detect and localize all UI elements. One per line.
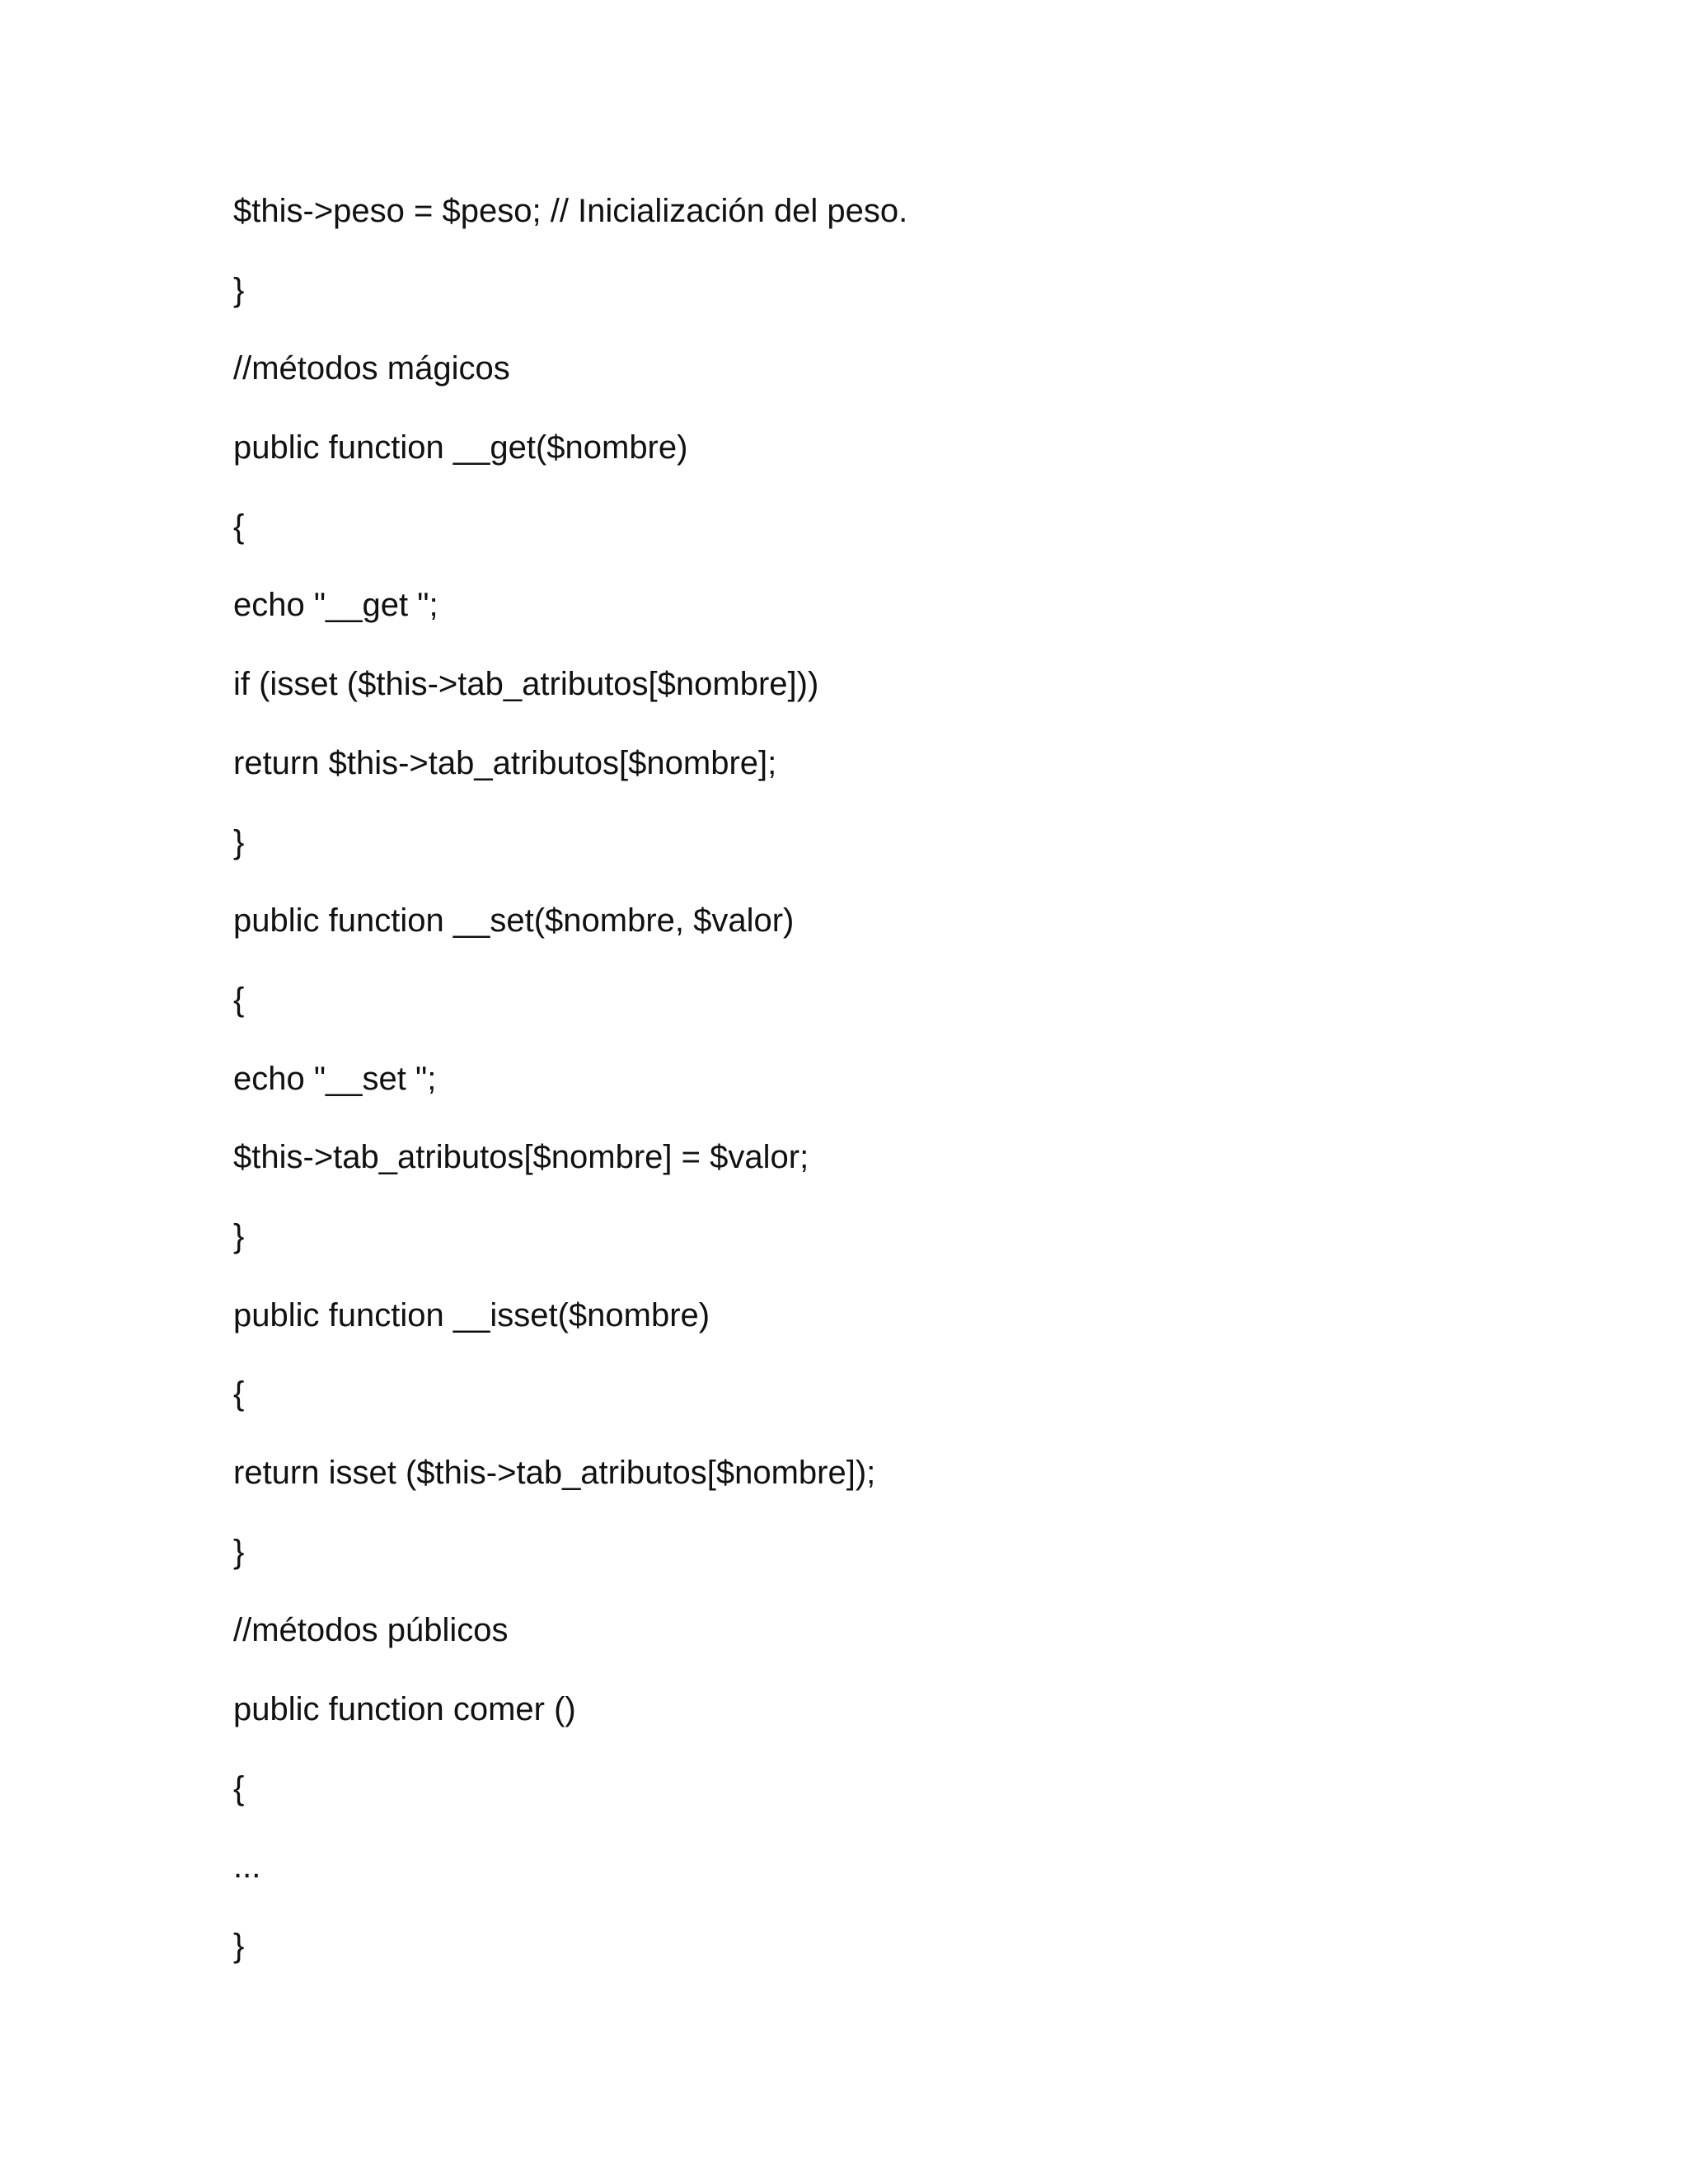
code-line: { <box>233 1769 245 1807</box>
code-line: public function __isset($nombre) <box>233 1296 710 1333</box>
code-line: public function __get($nombre) <box>233 429 688 466</box>
code-line: public function __set($nombre, $valor) <box>233 902 795 940</box>
code-comment: //métodos públicos <box>233 1612 509 1649</box>
code-comment: //métodos mágicos <box>233 350 510 387</box>
code-line: } <box>233 1533 245 1570</box>
code-line: return $this->tab_atributos[$nombre]; <box>233 744 777 781</box>
code-listing <box>233 191 907 2005</box>
code-line: echo "__get "; <box>233 587 438 624</box>
code-line: { <box>233 1376 245 1413</box>
code-line: public function comer () <box>233 1691 576 1728</box>
code-line: echo "__set "; <box>233 1060 437 1097</box>
code-line: { <box>233 508 245 545</box>
code-line: $this->peso = $peso; // Inicialización del peso. <box>233 193 908 229</box>
code-line: { <box>233 981 245 1018</box>
code-line: } <box>233 1217 245 1254</box>
code-line: } <box>233 823 245 860</box>
code-line: return isset ($this->tab_atributos[$nombre]); <box>233 1455 876 1491</box>
code-line: } <box>233 1928 245 1965</box>
code-line: ... <box>233 1849 261 1886</box>
code-line: } <box>233 271 245 308</box>
code-line: $this->tab_atributos[$nombre] = $valor; <box>233 1139 809 1176</box>
code-line: if (isset ($this->tab_atributos[$nombre])) <box>233 666 819 703</box>
